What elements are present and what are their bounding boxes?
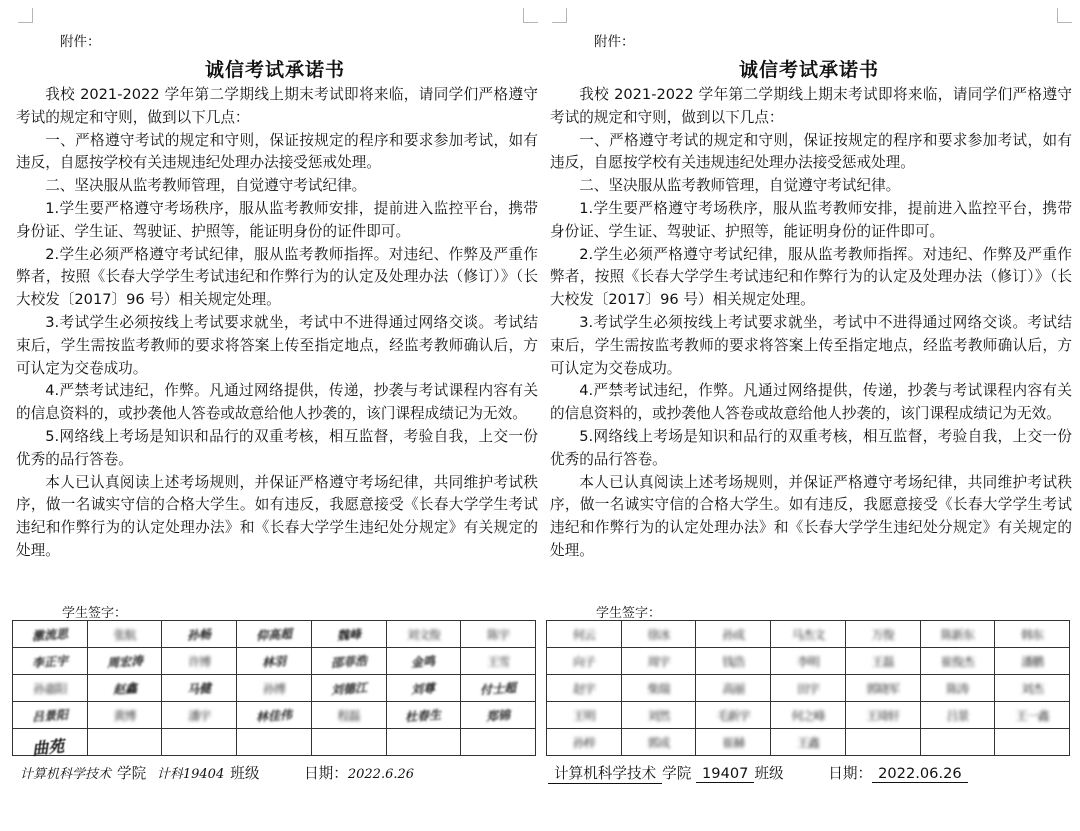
attachment-label: 附件：: [594, 34, 635, 50]
signature-cell: 黄博: [87, 702, 162, 729]
paragraph: 本人已认真阅读上述考场规则，并保证严格遵守考场纪律，共同维护考试秩序，做一名诚实守信的合格大学生。如有违反，我愿意接受《长春大学学生考试违纪和作弊行为的认定处理办法》和《长春大学学生违纪处分规定》有关规定的处理。: [550, 473, 1072, 559]
signature-cell: 王一鑫: [995, 702, 1070, 729]
paragraph: 2.学生必须严格遵守考试纪律，服从监考教师指挥。对违纪、作弊及严重作弊者，按照《长春大学学生考试违纪和作弊行为的认定及处理办法（修订）》（长大校发〔2017〕96 号）相关规定处理。: [550, 245, 1072, 309]
signature-cell: 程磊: [311, 702, 386, 729]
paragraph: 二、坚决服从监考教师管理，自觉遵守考试纪律。: [579, 177, 901, 195]
signature-cell: 仰高超: [237, 621, 312, 648]
pledge-body: [16, 84, 538, 563]
signature-cell: 孙梓: [547, 729, 622, 756]
signature-cell: 许博: [162, 648, 237, 675]
signature-cell: 孙成: [696, 621, 771, 648]
signature-cell: [162, 729, 237, 756]
date-value: 2022.6.26: [347, 767, 415, 782]
signature-cell: 刘尊: [386, 675, 461, 702]
college-value: 计算机科学技术: [548, 762, 662, 784]
paragraph: 我校 2021-2022 学年第二学期线上期末考试即将来临，请同学们严格遵守考试的规定和守则，做到以下几点：: [16, 86, 538, 126]
table-row: [547, 648, 1070, 675]
signature-cell: 马健: [162, 675, 237, 702]
footer-line: [14, 762, 538, 783]
signature-cell: 吕景阳: [13, 702, 88, 729]
signature-cell: 陈涛: [920, 675, 995, 702]
signature-cell: 高丽: [696, 675, 771, 702]
signature-cell: 孙畅: [162, 621, 237, 648]
paragraph: 本人已认真阅读上述考场规则，并保证严格遵守考场纪律，共同维护考试秩序，做一名诚实守信的合格大学生。如有违反，我愿意接受《长春大学学生考试违纪和作弊行为的认定处理办法》和《长春大学学生违纪处分规定》有关规定的处理。: [16, 473, 538, 559]
signature-table: [12, 620, 536, 756]
class-value: 计科19404: [156, 767, 225, 782]
signature-cell: [461, 729, 536, 756]
paragraph: 1.学生要严格遵守考场秩序，服从监考教师安排，提前进入监控平台，携带身份证、学生证、驾驶证、护照等，能证明身份的证件即可。: [16, 199, 538, 240]
signature-cell: 刘德江: [311, 675, 386, 702]
signature-cell: 柴瑞: [621, 675, 696, 702]
signature-cell: [386, 729, 461, 756]
signature-table: [546, 620, 1070, 756]
paragraph: 4.严禁考试违纪，作弊。凡通过网络提供，传递，抄袭与考试课程内容有关的信息资料的，或抄袭他人答卷或故意给他人抄袭的，该门课程成绩记为无效。: [550, 382, 1072, 423]
signature-cell: 崔俊杰: [920, 648, 995, 675]
signature-cell: 钱浩: [696, 648, 771, 675]
signature-cell: 张航: [87, 621, 162, 648]
pledge-page-left: [10, 0, 540, 831]
paragraph: 我校 2021-2022 学年第二学期线上期末考试即将来临，请同学们严格遵守考试的规定和守则，做到以下几点：: [550, 86, 1072, 126]
signature-cell: 刘文俊: [386, 621, 461, 648]
paragraph: 3.考试学生必须按线上考试要求就坐，考试中不进得通过网络交谈。考试结束后，学生需按监考教师的要求将答案上传至指定地点，经监考教师确认后，方可认定为交卷成功。: [16, 313, 538, 377]
signature-cell: 李正宇: [13, 648, 88, 675]
table-row: [547, 675, 1070, 702]
table-row: [547, 729, 1070, 756]
college-suffix: 学院: [662, 765, 692, 782]
paragraph: 3.考试学生必须按线上考试要求就坐，考试中不进得通过网络交谈。考试结束后，学生需按监考教师的要求将答案上传至指定地点，经监考教师确认后，方可认定为交卷成功。: [550, 313, 1072, 377]
signature-cell: 田宇: [771, 675, 846, 702]
paragraph: 二、坚决服从监考教师管理，自觉遵守考试纪律。: [45, 177, 367, 195]
signature-cell: 陈新东: [920, 621, 995, 648]
signature-cell: 付士超: [461, 675, 536, 702]
signature-cell: 吕景: [920, 702, 995, 729]
signature-cell: 邵菲浩: [311, 648, 386, 675]
signature-cell: 郭晓军: [845, 675, 920, 702]
signature-cell: 崔赫: [696, 729, 771, 756]
table-row: [13, 621, 536, 648]
class-suffix: 班级: [230, 765, 260, 782]
pledge-title: 诚信考试承诺书: [738, 59, 879, 81]
signature-cell: 何云: [547, 621, 622, 648]
date-label: 日期：: [828, 765, 873, 782]
signature-cell: 万俊: [845, 621, 920, 648]
table-row: [13, 729, 536, 756]
paragraph: 4.严禁考试违纪，作弊。凡通过网络提供，传递，抄袭与考试课程内容有关的信息资料的，或抄袭他人答卷或故意给他人抄袭的，该门课程成绩记为无效。: [16, 382, 538, 423]
college-value: 计算机科学技术: [20, 767, 112, 782]
signature-cell: 潘宇: [162, 702, 237, 729]
date-value: 2022.06.26: [872, 765, 968, 783]
footer-line: [548, 762, 1072, 784]
paragraph: 一、严格遵守考试的规定和守则，保证按规定的程序和要求参加考试，如有违反，自愿按学校有关违规违纪处理办法接受惩戒处理。: [16, 131, 538, 172]
signature-cell: 向子: [547, 648, 622, 675]
signature-cell: [920, 729, 995, 756]
paragraph: 5.网络线上考场是知识和品行的双重考核，相互监督，考验自我，上交一份优秀的品行答卷。: [550, 427, 1072, 468]
signature-cell: 孙博: [237, 675, 312, 702]
signature-cell: 马杰文: [771, 621, 846, 648]
signature-cell: 周宇: [621, 648, 696, 675]
signature-cell: 杜春生: [386, 702, 461, 729]
signature-cell: [845, 729, 920, 756]
signature-cell: 王鑫: [771, 729, 846, 756]
signature-cell: 赵鑫: [87, 675, 162, 702]
pledge-title: 诚信考试承诺书: [204, 59, 345, 81]
crop-mark: [552, 8, 567, 23]
signature-cell: [311, 729, 386, 756]
signature-cell: 李明: [771, 648, 846, 675]
table-row: [13, 648, 536, 675]
signature-cell: [87, 729, 162, 756]
signature-cell: 郑锦: [461, 702, 536, 729]
signature-cell: 林佳伟: [237, 702, 312, 729]
signature-cell: 林羽: [237, 648, 312, 675]
date-label: 日期：: [304, 765, 348, 782]
signature-cell: 何之峰: [771, 702, 846, 729]
signature-cell: 郭成: [621, 729, 696, 756]
attachment-label: 附件：: [60, 34, 101, 50]
signature-cell: 周宏涛: [87, 648, 162, 675]
paragraph: 1.学生要严格遵守考场秩序，服从监考教师安排，提前进入监控平台，携带身份证、学生证、驾驶证、护照等，能证明身份的证件即可。: [550, 199, 1072, 240]
signature-cell: 王琦轩: [845, 702, 920, 729]
crop-mark: [18, 8, 33, 23]
crop-mark: [1057, 8, 1072, 23]
signature-cell: 刘然: [621, 702, 696, 729]
signature-cell: 赵宇: [547, 675, 622, 702]
signature-cell: 激流思: [13, 621, 88, 648]
table-row: [13, 675, 536, 702]
crop-mark: [523, 8, 538, 23]
signature-cell: 王明: [547, 702, 622, 729]
overflow-signature: 曲苑: [31, 736, 66, 759]
signature-cell: 韩东: [995, 621, 1070, 648]
signature-cell: [995, 729, 1070, 756]
signature-label: 学生签字：: [596, 606, 662, 621]
class-value: 19407: [696, 765, 754, 783]
signature-cell: 金鸣: [386, 648, 461, 675]
pledge-body: [550, 84, 1072, 563]
table-row: [547, 621, 1070, 648]
signature-cell: 王雪: [461, 648, 536, 675]
college-suffix: 学院: [117, 765, 147, 782]
signature-cell: 徐冰: [621, 621, 696, 648]
signature-cell: 陈宇: [461, 621, 536, 648]
pledge-page-right: [544, 0, 1074, 831]
signature-cell: 王磊: [845, 648, 920, 675]
table-row: [547, 702, 1070, 729]
signature-cell: 魏峰: [311, 621, 386, 648]
signature-label: 学生签字：: [62, 606, 128, 621]
paragraph: 2.学生必须严格遵守考试纪律，服从监考教师指挥。对违纪、作弊及严重作弊者，按照《长春大学学生考试违纪和作弊行为的认定及处理办法（修订）》（长大校发〔2017〕96 号）相关规定处理。: [16, 245, 538, 309]
signature-cell: 毛新宇: [696, 702, 771, 729]
signature-cell: [237, 729, 312, 756]
paragraph: 一、严格遵守考试的规定和守则，保证按规定的程序和要求参加考试，如有违反，自愿按学校有关违规违纪处理办法接受惩戒处理。: [550, 131, 1072, 172]
signature-cell: 潘鹏: [995, 648, 1070, 675]
signature-cell: 刘杰: [995, 675, 1070, 702]
table-row: [13, 702, 536, 729]
paragraph: 5.网络线上考场是知识和品行的双重考核，相互监督，考验自我，上交一份优秀的品行答卷。: [16, 427, 538, 468]
class-suffix: 班级: [754, 765, 784, 782]
signature-cell: 孙嘉阳: [13, 675, 88, 702]
